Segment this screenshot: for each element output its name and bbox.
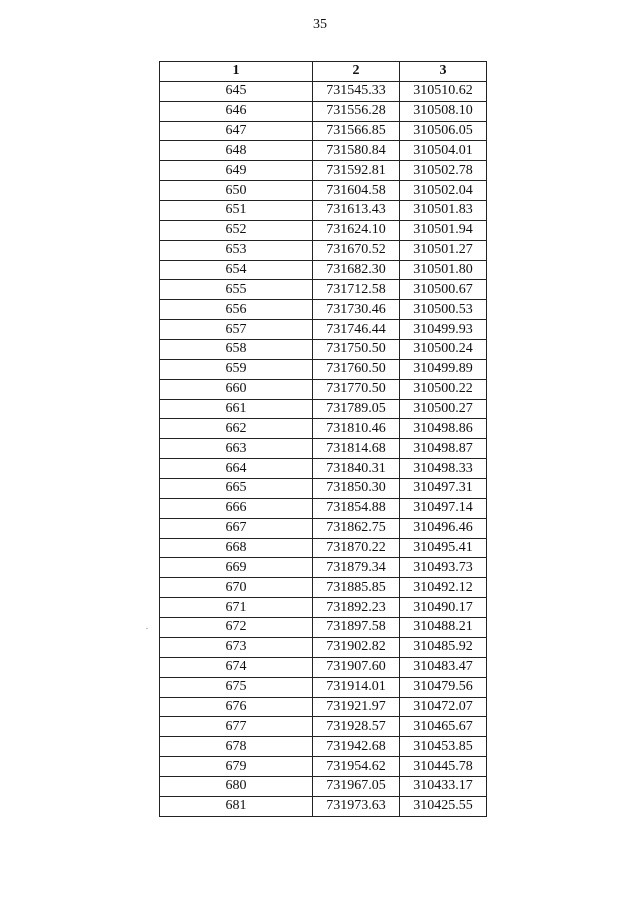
- y-coordinate-cell: 310453.85: [400, 737, 487, 757]
- coordinates-table: [159, 61, 487, 817]
- y-coordinate-cell: 310506.05: [400, 121, 487, 141]
- y-coordinate-cell: 310500.24: [400, 340, 487, 360]
- x-coordinate-cell: 731814.68: [313, 439, 400, 459]
- table-row: [160, 776, 487, 796]
- x-coordinate-cell: 731810.46: [313, 419, 400, 439]
- table-row: [160, 260, 487, 280]
- y-coordinate-cell: 310425.55: [400, 796, 487, 816]
- y-coordinate-cell: 310465.67: [400, 717, 487, 737]
- y-coordinate-cell: 310501.27: [400, 240, 487, 260]
- point-number-cell: 673: [160, 637, 313, 657]
- table-row: [160, 558, 487, 578]
- x-coordinate-cell: 731592.81: [313, 161, 400, 181]
- x-coordinate-cell: 731954.62: [313, 757, 400, 777]
- table-row: [160, 201, 487, 221]
- y-coordinate-cell: 310500.27: [400, 399, 487, 419]
- y-coordinate-cell: 310499.89: [400, 359, 487, 379]
- y-coordinate-cell: 310502.78: [400, 161, 487, 181]
- x-coordinate-cell: 731770.50: [313, 379, 400, 399]
- table-row: [160, 359, 487, 379]
- y-coordinate-cell: 310498.86: [400, 419, 487, 439]
- y-coordinate-cell: 310501.80: [400, 260, 487, 280]
- point-number-cell: 667: [160, 518, 313, 538]
- column-header-2: 2: [313, 62, 400, 82]
- x-coordinate-cell: 731746.44: [313, 320, 400, 340]
- column-header-1: 1: [160, 62, 313, 82]
- x-coordinate-cell: 731914.01: [313, 677, 400, 697]
- point-number-cell: 670: [160, 578, 313, 598]
- point-number-cell: 649: [160, 161, 313, 181]
- table-row: [160, 677, 487, 697]
- point-number-cell: 650: [160, 181, 313, 201]
- table-row: [160, 578, 487, 598]
- table-row: [160, 101, 487, 121]
- y-coordinate-cell: 310490.17: [400, 598, 487, 618]
- y-coordinate-cell: 310498.33: [400, 459, 487, 479]
- point-number-cell: 678: [160, 737, 313, 757]
- table-row: [160, 340, 487, 360]
- table-row: [160, 717, 487, 737]
- x-coordinate-cell: 731760.50: [313, 359, 400, 379]
- y-coordinate-cell: 310499.93: [400, 320, 487, 340]
- page-number: 35: [313, 17, 327, 32]
- table-body: [160, 81, 487, 816]
- point-number-cell: 651: [160, 201, 313, 221]
- table-row: [160, 399, 487, 419]
- table-row: [160, 757, 487, 777]
- x-coordinate-cell: 731902.82: [313, 637, 400, 657]
- scan-mark: [146, 628, 148, 629]
- table-row: [160, 697, 487, 717]
- x-coordinate-cell: 731870.22: [313, 538, 400, 558]
- x-coordinate-cell: 731850.30: [313, 479, 400, 499]
- x-coordinate-cell: 731879.34: [313, 558, 400, 578]
- x-coordinate-cell: 731613.43: [313, 201, 400, 221]
- point-number-cell: 648: [160, 141, 313, 161]
- table-row: [160, 280, 487, 300]
- x-coordinate-cell: 731566.85: [313, 121, 400, 141]
- point-number-cell: 676: [160, 697, 313, 717]
- y-coordinate-cell: 310504.01: [400, 141, 487, 161]
- y-coordinate-cell: 310496.46: [400, 518, 487, 538]
- y-coordinate-cell: 310500.22: [400, 379, 487, 399]
- x-coordinate-cell: 731556.28: [313, 101, 400, 121]
- column-header-3: 3: [400, 62, 487, 82]
- table-row: [160, 479, 487, 499]
- table-row: [160, 419, 487, 439]
- table-row: [160, 637, 487, 657]
- point-number-cell: 654: [160, 260, 313, 280]
- table-row: [160, 439, 487, 459]
- point-number-cell: 645: [160, 81, 313, 101]
- table-row: [160, 181, 487, 201]
- x-coordinate-cell: 731750.50: [313, 340, 400, 360]
- point-number-cell: 660: [160, 379, 313, 399]
- point-number-cell: 659: [160, 359, 313, 379]
- header-row: [160, 62, 487, 82]
- y-coordinate-cell: 310433.17: [400, 776, 487, 796]
- table-row: [160, 796, 487, 816]
- table-row: [160, 498, 487, 518]
- point-number-cell: 665: [160, 479, 313, 499]
- y-coordinate-cell: 310483.47: [400, 657, 487, 677]
- y-coordinate-cell: 310485.92: [400, 637, 487, 657]
- point-number-cell: 655: [160, 280, 313, 300]
- table-row: [160, 737, 487, 757]
- point-number-cell: 647: [160, 121, 313, 141]
- table-row: [160, 141, 487, 161]
- table-row: [160, 598, 487, 618]
- y-coordinate-cell: 310488.21: [400, 618, 487, 638]
- y-coordinate-cell: 310479.56: [400, 677, 487, 697]
- x-coordinate-cell: 731921.97: [313, 697, 400, 717]
- point-number-cell: 674: [160, 657, 313, 677]
- point-number-cell: 663: [160, 439, 313, 459]
- y-coordinate-cell: 310500.67: [400, 280, 487, 300]
- x-coordinate-cell: 731624.10: [313, 220, 400, 240]
- x-coordinate-cell: 731580.84: [313, 141, 400, 161]
- x-coordinate-cell: 731730.46: [313, 300, 400, 320]
- y-coordinate-cell: 310493.73: [400, 558, 487, 578]
- x-coordinate-cell: 731897.58: [313, 618, 400, 638]
- point-number-cell: 677: [160, 717, 313, 737]
- table-row: [160, 459, 487, 479]
- point-number-cell: 664: [160, 459, 313, 479]
- point-number-cell: 652: [160, 220, 313, 240]
- point-number-cell: 658: [160, 340, 313, 360]
- table-row: [160, 379, 487, 399]
- y-coordinate-cell: 310472.07: [400, 697, 487, 717]
- y-coordinate-cell: 310497.31: [400, 479, 487, 499]
- x-coordinate-cell: 731789.05: [313, 399, 400, 419]
- y-coordinate-cell: 310502.04: [400, 181, 487, 201]
- y-coordinate-cell: 310445.78: [400, 757, 487, 777]
- point-number-cell: 653: [160, 240, 313, 260]
- x-coordinate-cell: 731967.05: [313, 776, 400, 796]
- x-coordinate-cell: 731973.63: [313, 796, 400, 816]
- table-header: [160, 62, 487, 82]
- x-coordinate-cell: 731545.33: [313, 81, 400, 101]
- point-number-cell: 669: [160, 558, 313, 578]
- x-coordinate-cell: 731907.60: [313, 657, 400, 677]
- y-coordinate-cell: 310510.62: [400, 81, 487, 101]
- x-coordinate-cell: 731604.58: [313, 181, 400, 201]
- point-number-cell: 672: [160, 618, 313, 638]
- point-number-cell: 681: [160, 796, 313, 816]
- y-coordinate-cell: 310501.94: [400, 220, 487, 240]
- point-number-cell: 656: [160, 300, 313, 320]
- table-row: [160, 657, 487, 677]
- point-number-cell: 657: [160, 320, 313, 340]
- point-number-cell: 679: [160, 757, 313, 777]
- x-coordinate-cell: 731885.85: [313, 578, 400, 598]
- x-coordinate-cell: 731928.57: [313, 717, 400, 737]
- table-row: [160, 81, 487, 101]
- x-coordinate-cell: 731854.88: [313, 498, 400, 518]
- y-coordinate-cell: 310497.14: [400, 498, 487, 518]
- point-number-cell: 662: [160, 419, 313, 439]
- point-number-cell: 675: [160, 677, 313, 697]
- y-coordinate-cell: 310498.87: [400, 439, 487, 459]
- y-coordinate-cell: 310492.12: [400, 578, 487, 598]
- table-row: [160, 161, 487, 181]
- y-coordinate-cell: 310495.41: [400, 538, 487, 558]
- x-coordinate-cell: 731892.23: [313, 598, 400, 618]
- point-number-cell: 671: [160, 598, 313, 618]
- point-number-cell: 666: [160, 498, 313, 518]
- y-coordinate-cell: 310501.83: [400, 201, 487, 221]
- table-row: [160, 300, 487, 320]
- x-coordinate-cell: 731712.58: [313, 280, 400, 300]
- x-coordinate-cell: 731862.75: [313, 518, 400, 538]
- point-number-cell: 680: [160, 776, 313, 796]
- table-row: [160, 618, 487, 638]
- table-row: [160, 518, 487, 538]
- point-number-cell: 661: [160, 399, 313, 419]
- table-row: [160, 220, 487, 240]
- table-row: [160, 538, 487, 558]
- x-coordinate-cell: 731942.68: [313, 737, 400, 757]
- y-coordinate-cell: 310500.53: [400, 300, 487, 320]
- table-row: [160, 240, 487, 260]
- x-coordinate-cell: 731670.52: [313, 240, 400, 260]
- x-coordinate-cell: 731840.31: [313, 459, 400, 479]
- x-coordinate-cell: 731682.30: [313, 260, 400, 280]
- table-row: [160, 121, 487, 141]
- table-row: [160, 320, 487, 340]
- point-number-cell: 646: [160, 101, 313, 121]
- point-number-cell: 668: [160, 538, 313, 558]
- y-coordinate-cell: 310508.10: [400, 101, 487, 121]
